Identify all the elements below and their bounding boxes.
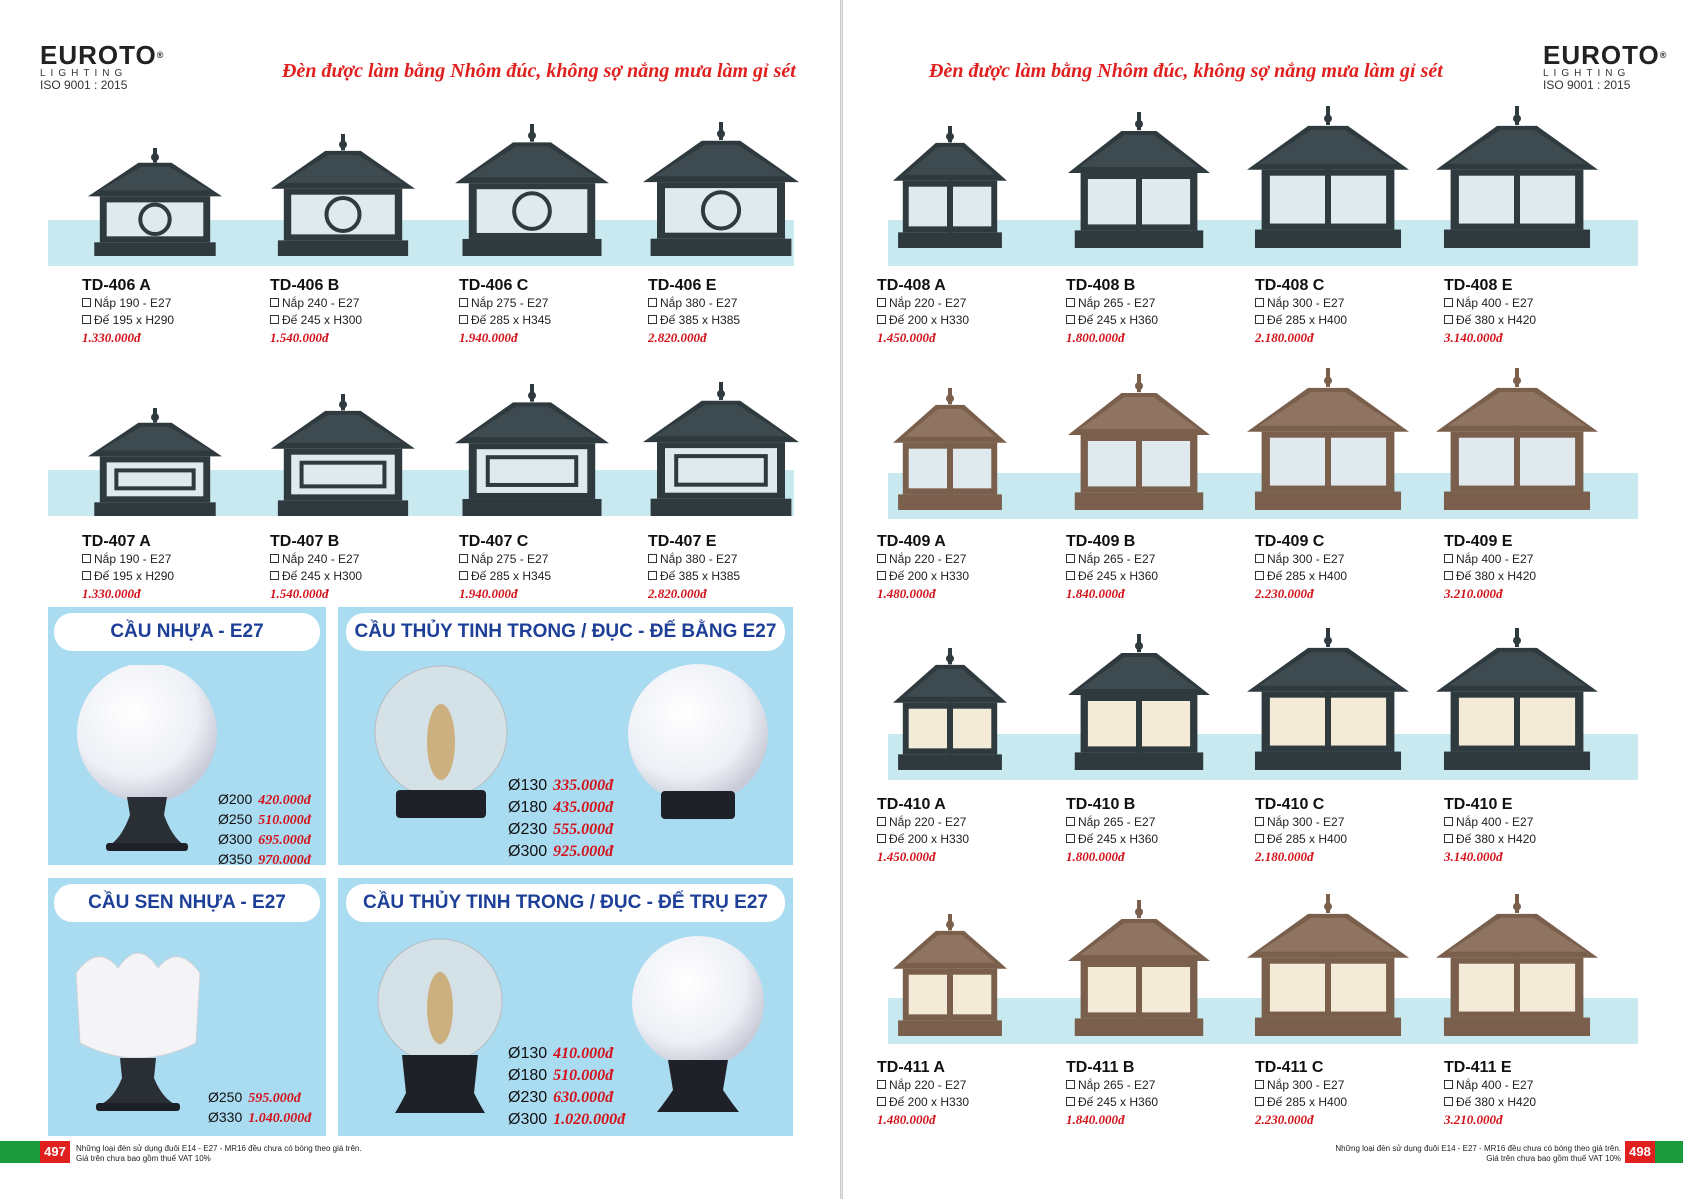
diameter: Ø180	[508, 1067, 548, 1084]
diameter: Ø230	[508, 821, 548, 838]
diameter-icon	[82, 298, 91, 307]
catalog-page-left	[0, 0, 840, 1199]
product-price: 2.820.000đ	[648, 330, 707, 345]
product-price: 1.330.000đ	[82, 586, 141, 601]
product-code: TD-409 E	[1444, 533, 1513, 550]
diameter-icon	[1444, 298, 1453, 307]
brand-sub: LIGHTING	[1543, 68, 1631, 79]
price: 970.000đ	[258, 853, 311, 868]
product-code: TD-410 B	[1066, 796, 1136, 813]
product-code: TD-407 E	[648, 533, 717, 550]
base-spec: Đế 245 x H360	[1066, 831, 1241, 848]
price: 510.000đ	[258, 813, 311, 828]
size-price-row	[508, 841, 613, 863]
diameter-icon	[270, 571, 279, 580]
price: 420.000đ	[258, 793, 311, 808]
lamp-product-image	[453, 382, 611, 523]
base-spec: Đế 285 x H400	[1255, 312, 1430, 329]
product-spec	[1255, 532, 1430, 602]
product-code: TD-410 E	[1444, 796, 1513, 813]
size-price-row	[218, 830, 311, 850]
product-spec	[1444, 1058, 1619, 1128]
product-code: TD-411 A	[877, 1059, 945, 1076]
product-spec	[459, 276, 634, 346]
lamp-product-image	[1245, 104, 1411, 255]
product-code: TD-409 C	[1255, 533, 1325, 550]
diameter-icon	[1255, 1080, 1264, 1089]
product-price: 1.480.000đ	[877, 586, 936, 601]
lamp-product-image	[1434, 626, 1600, 777]
product-code: TD-408 C	[1255, 277, 1325, 294]
lamp-product-image	[1245, 892, 1411, 1043]
panel-cau-sen-nhua	[48, 878, 326, 1136]
size-price-row	[508, 1109, 625, 1131]
product-spec	[877, 532, 1052, 602]
diameter-icon	[459, 554, 468, 563]
panel-title: CẦU NHỰA - E27	[54, 613, 320, 651]
lamp-product-image	[1434, 104, 1600, 255]
base-spec: Đế 200 x H330	[877, 312, 1052, 329]
cap-spec: Nắp 400 - E27	[1444, 295, 1619, 312]
panel-title: CẦU THỦY TINH TRONG / ĐỤC - ĐẾ BẰNG E27	[346, 613, 785, 651]
diameter-icon	[459, 571, 468, 580]
product-spec	[459, 532, 634, 602]
diameter-icon	[1066, 315, 1075, 324]
diameter-icon	[1255, 834, 1264, 843]
price: 1.040.000đ	[248, 1111, 312, 1126]
product-spec	[877, 795, 1052, 865]
cap-spec: Nắp 300 - E27	[1255, 295, 1430, 312]
cap-spec: Nắp 400 - E27	[1444, 1077, 1619, 1094]
diameter-icon	[1066, 817, 1075, 826]
panel-cau-nhua	[48, 607, 326, 868]
product-price: 1.940.000đ	[459, 330, 518, 345]
product-price: 1.840.000đ	[1066, 1112, 1125, 1127]
size-price-list	[208, 1088, 311, 1128]
cap-spec: Nắp 240 - E27	[270, 551, 445, 568]
product-code: TD-409 B	[1066, 533, 1136, 550]
brand-name: EUROTO	[40, 40, 157, 70]
product-price: 1.540.000đ	[270, 586, 329, 601]
base-spec: Đế 245 x H300	[270, 568, 445, 585]
diameter-icon	[648, 298, 657, 307]
base-spec: Đế 195 x H290	[82, 568, 257, 585]
diameter-icon	[270, 298, 279, 307]
size-price-row	[208, 1108, 311, 1128]
cap-spec: Nắp 265 - E27	[1066, 295, 1241, 312]
price: 410.000đ	[553, 1045, 614, 1062]
lamp-product-image	[269, 392, 417, 523]
cap-spec: Nắp 220 - E27	[877, 1077, 1052, 1094]
cap-spec: Nắp 380 - E27	[648, 295, 823, 312]
lamp-product-image	[1066, 372, 1212, 517]
product-price: 2.820.000đ	[648, 586, 707, 601]
diameter-icon	[1444, 571, 1453, 580]
base-spec: Đế 200 x H330	[877, 1094, 1052, 1111]
panel-cau-thuy-tinh-de-bang	[338, 607, 793, 865]
diameter: Ø130	[508, 1045, 548, 1062]
product-spec	[1066, 1058, 1241, 1128]
diameter-icon	[648, 315, 657, 324]
product-code: TD-406 C	[459, 277, 529, 294]
product-code: TD-406 B	[270, 277, 340, 294]
diameter-icon	[877, 1080, 886, 1089]
lamp-product-image	[1066, 632, 1212, 777]
product-price: 3.210.000đ	[1444, 1112, 1503, 1127]
footer-green-bar	[1655, 1141, 1683, 1163]
diameter-icon	[648, 571, 657, 580]
product-code: TD-410 A	[877, 796, 946, 813]
size-price-list	[508, 1043, 625, 1131]
cap-spec: Nắp 220 - E27	[877, 551, 1052, 568]
diameter-icon	[877, 817, 886, 826]
catalog-page-right	[843, 0, 1683, 1199]
clear-glass-globe-image	[366, 662, 516, 827]
price: 1.020.000đ	[553, 1111, 626, 1128]
product-price: 2.180.000đ	[1255, 330, 1314, 345]
brand-logo: EUROTO® LIGHTING ISO 9001 : 2015	[1543, 40, 1668, 92]
base-spec: Đế 385 x H385	[648, 312, 823, 329]
size-price-row	[508, 1065, 625, 1087]
diameter-icon	[1255, 817, 1264, 826]
base-spec: Đế 245 x H360	[1066, 312, 1241, 329]
product-price: 1.840.000đ	[1066, 586, 1125, 601]
product-price: 1.450.000đ	[877, 330, 936, 345]
base-spec: Đế 200 x H330	[877, 831, 1052, 848]
base-spec: Đế 245 x H360	[1066, 1094, 1241, 1111]
product-spec	[270, 532, 445, 602]
size-price-row	[508, 775, 613, 797]
product-code: TD-407 B	[270, 533, 340, 550]
diameter-icon	[1444, 554, 1453, 563]
lotus-lamp-image	[68, 933, 208, 1128]
lamp-product-image	[86, 146, 224, 263]
product-price: 2.230.000đ	[1255, 1112, 1314, 1127]
product-code: TD-408 B	[1066, 277, 1136, 294]
diameter: Ø300	[508, 843, 548, 860]
footer-green-bar	[0, 1141, 40, 1163]
lamp-product-image	[269, 132, 417, 263]
cap-spec: Nắp 265 - E27	[1066, 1077, 1241, 1094]
lamp-product-image	[453, 122, 611, 263]
product-code: TD-411 E	[1444, 1059, 1512, 1076]
product-code: TD-407 C	[459, 533, 529, 550]
product-spec	[1255, 795, 1430, 865]
size-price-row	[508, 819, 613, 841]
product-spec	[1066, 795, 1241, 865]
diameter-icon	[1255, 315, 1264, 324]
diameter-icon	[877, 554, 886, 563]
diameter-icon	[1255, 571, 1264, 580]
lamp-product-image	[1066, 898, 1212, 1043]
product-code: TD-406 E	[648, 277, 717, 294]
product-price: 2.230.000đ	[1255, 586, 1314, 601]
price: 695.000đ	[258, 833, 311, 848]
diameter-icon	[648, 554, 657, 563]
diameter-icon	[1066, 554, 1075, 563]
product-price: 1.800.000đ	[1066, 849, 1125, 864]
lamp-product-image	[86, 406, 224, 523]
product-spec	[1444, 795, 1619, 865]
diameter: Ø330	[208, 1109, 243, 1125]
product-code: TD-407 A	[82, 533, 151, 550]
product-spec	[1444, 532, 1619, 602]
diameter-icon	[1255, 298, 1264, 307]
lamp-product-image	[891, 646, 1009, 777]
product-spec	[82, 276, 257, 346]
lamp-product-image	[641, 380, 801, 523]
product-spec	[648, 276, 823, 346]
product-spec	[1066, 532, 1241, 602]
size-price-row	[218, 810, 311, 830]
lamp-product-image	[891, 386, 1009, 517]
diameter-icon	[270, 554, 279, 563]
lamp-product-image	[891, 124, 1009, 255]
size-price-row	[508, 1043, 625, 1065]
cap-spec: Nắp 275 - E27	[459, 551, 634, 568]
product-spec	[1255, 276, 1430, 346]
product-code: TD-411 B	[1066, 1059, 1135, 1076]
product-spec	[877, 276, 1052, 346]
base-spec: Đế 285 x H400	[1255, 568, 1430, 585]
cap-spec: Nắp 300 - E27	[1255, 551, 1430, 568]
price: 595.000đ	[248, 1091, 301, 1106]
product-code: TD-408 E	[1444, 277, 1513, 294]
cap-spec: Nắp 300 - E27	[1255, 814, 1430, 831]
base-spec: Đế 385 x H385	[648, 568, 823, 585]
cap-spec: Nắp 275 - E27	[459, 295, 634, 312]
iso-label: ISO 9001 : 2015	[40, 78, 128, 92]
cap-spec: Nắp 400 - E27	[1444, 814, 1619, 831]
product-price: 1.450.000đ	[877, 849, 936, 864]
product-code: TD-410 C	[1255, 796, 1325, 813]
diameter-icon	[82, 315, 91, 324]
base-spec: Đế 380 x H420	[1444, 568, 1619, 585]
footnote: Những loại đèn sử dụng đuôi E14 - E27 - MR16 đều chưa có bóng theo giá trên. Giá trên chưa bao gồm thuế VAT 10%	[1335, 1144, 1621, 1163]
product-spec	[270, 276, 445, 346]
diameter-icon	[877, 571, 886, 580]
cap-spec: Nắp 220 - E27	[877, 295, 1052, 312]
base-spec: Đế 285 x H400	[1255, 1094, 1430, 1111]
size-price-row	[208, 1088, 311, 1108]
diameter-icon	[459, 315, 468, 324]
footnote: Những loại đèn sử dụng đuôi E14 - E27 - MR16 đều chưa có bóng theo giá trên. Giá trên chưa bao gồm thuế VAT 10%	[76, 1144, 362, 1163]
size-price-row	[218, 850, 311, 870]
price: 435.000đ	[553, 799, 614, 816]
lamp-product-image	[1245, 626, 1411, 777]
price: 555.000đ	[553, 821, 614, 838]
product-price: 1.800.000đ	[1066, 330, 1125, 345]
diameter: Ø250	[218, 811, 253, 827]
price: 925.000đ	[553, 843, 614, 860]
product-spec	[877, 1058, 1052, 1128]
diameter: Ø250	[208, 1089, 243, 1105]
diameter-icon	[1255, 1097, 1264, 1106]
cap-spec: Nắp 220 - E27	[877, 814, 1052, 831]
diameter-icon	[1066, 298, 1075, 307]
product-price: 2.180.000đ	[1255, 849, 1314, 864]
diameter-icon	[1444, 834, 1453, 843]
diameter: Ø300	[218, 831, 253, 847]
diameter-icon	[1066, 1097, 1075, 1106]
product-code: TD-406 A	[82, 277, 151, 294]
brand-sub: LIGHTING	[40, 68, 128, 79]
diameter-icon	[1066, 1080, 1075, 1089]
cap-spec: Nắp 265 - E27	[1066, 551, 1241, 568]
size-price-list	[508, 775, 613, 863]
diameter-icon	[877, 315, 886, 324]
diameter-icon	[1444, 1080, 1453, 1089]
size-price-row	[508, 1087, 625, 1109]
panel-title: CẦU THỦY TINH TRONG / ĐỤC - ĐẾ TRỤ E27	[346, 884, 785, 922]
frosted-globe-image	[623, 930, 773, 1130]
product-price: 1.480.000đ	[877, 1112, 936, 1127]
product-code: TD-411 C	[1255, 1059, 1324, 1076]
base-spec: Đế 245 x H300	[270, 312, 445, 329]
diameter-icon	[1444, 315, 1453, 324]
diameter-icon	[1444, 817, 1453, 826]
iso-label: ISO 9001 : 2015	[1543, 78, 1631, 92]
base-spec: Đế 245 x H360	[1066, 568, 1241, 585]
product-spec	[1255, 1058, 1430, 1128]
product-price: 1.540.000đ	[270, 330, 329, 345]
cap-spec: Nắp 400 - E27	[1444, 551, 1619, 568]
page-number: 498	[1625, 1141, 1655, 1163]
product-spec	[82, 532, 257, 602]
lamp-product-image	[1066, 110, 1212, 255]
base-spec: Đế 380 x H420	[1444, 1094, 1619, 1111]
diameter-icon	[1066, 834, 1075, 843]
lamp-product-image	[1434, 366, 1600, 517]
diameter-icon	[877, 1097, 886, 1106]
panel-title: CẦU SEN NHỰA - E27	[54, 884, 320, 922]
size-price-row	[218, 790, 311, 810]
price: 510.000đ	[553, 1067, 614, 1084]
product-code: TD-409 A	[877, 533, 946, 550]
base-spec: Đế 380 x H420	[1444, 312, 1619, 329]
price: 630.000đ	[553, 1089, 614, 1106]
plastic-globe-lamp-image	[72, 665, 222, 857]
lamp-product-image	[1434, 892, 1600, 1043]
cap-spec: Nắp 190 - E27	[82, 295, 257, 312]
panel-cau-thuy-tinh-de-tru	[338, 878, 793, 1136]
brand-name: EUROTO	[1543, 40, 1660, 70]
size-price-list	[218, 790, 311, 870]
page-number: 497	[40, 1141, 70, 1163]
base-spec: Đế 285 x H345	[459, 312, 634, 329]
product-price: 3.140.000đ	[1444, 330, 1503, 345]
cap-spec: Nắp 300 - E27	[1255, 1077, 1430, 1094]
diameter-icon	[1444, 1097, 1453, 1106]
diameter: Ø300	[508, 1111, 548, 1128]
product-price: 3.140.000đ	[1444, 849, 1503, 864]
frosted-globe-image	[623, 659, 773, 829]
product-spec	[648, 532, 823, 602]
diameter-icon	[877, 298, 886, 307]
diameter-icon	[82, 554, 91, 563]
product-spec	[1066, 276, 1241, 346]
clear-glass-globe-image	[370, 933, 510, 1128]
product-price: 1.940.000đ	[459, 586, 518, 601]
diameter-icon	[877, 834, 886, 843]
tagline: Đèn được làm bằng Nhôm đúc, không sợ nắng mưa làm gỉ sét	[282, 60, 796, 82]
diameter-icon	[459, 298, 468, 307]
base-spec: Đế 380 x H420	[1444, 831, 1619, 848]
product-code: TD-408 A	[877, 277, 946, 294]
diameter-icon	[1255, 554, 1264, 563]
base-spec: Đế 195 x H290	[82, 312, 257, 329]
diameter: Ø350	[218, 851, 253, 867]
brand-logo: EUROTO® LIGHTING ISO 9001 : 2015	[40, 40, 165, 92]
price: 335.000đ	[553, 777, 614, 794]
diameter: Ø230	[508, 1089, 548, 1106]
diameter-icon	[82, 571, 91, 580]
diameter: Ø130	[508, 777, 548, 794]
cap-spec: Nắp 190 - E27	[82, 551, 257, 568]
tagline: Đèn được làm bằng Nhôm đúc, không sợ nắng mưa làm gỉ sét	[929, 60, 1443, 82]
diameter: Ø200	[218, 791, 253, 807]
cap-spec: Nắp 240 - E27	[270, 295, 445, 312]
diameter-icon	[1066, 571, 1075, 580]
cap-spec: Nắp 265 - E27	[1066, 814, 1241, 831]
base-spec: Đế 285 x H400	[1255, 831, 1430, 848]
product-price: 1.330.000đ	[82, 330, 141, 345]
product-spec	[1444, 276, 1619, 346]
lamp-product-image	[891, 912, 1009, 1043]
base-spec: Đế 200 x H330	[877, 568, 1052, 585]
size-price-row	[508, 797, 613, 819]
lamp-product-image	[1245, 366, 1411, 517]
diameter: Ø180	[508, 799, 548, 816]
product-price: 3.210.000đ	[1444, 586, 1503, 601]
lamp-product-image	[641, 120, 801, 263]
diameter-icon	[270, 315, 279, 324]
base-spec: Đế 285 x H345	[459, 568, 634, 585]
cap-spec: Nắp 380 - E27	[648, 551, 823, 568]
